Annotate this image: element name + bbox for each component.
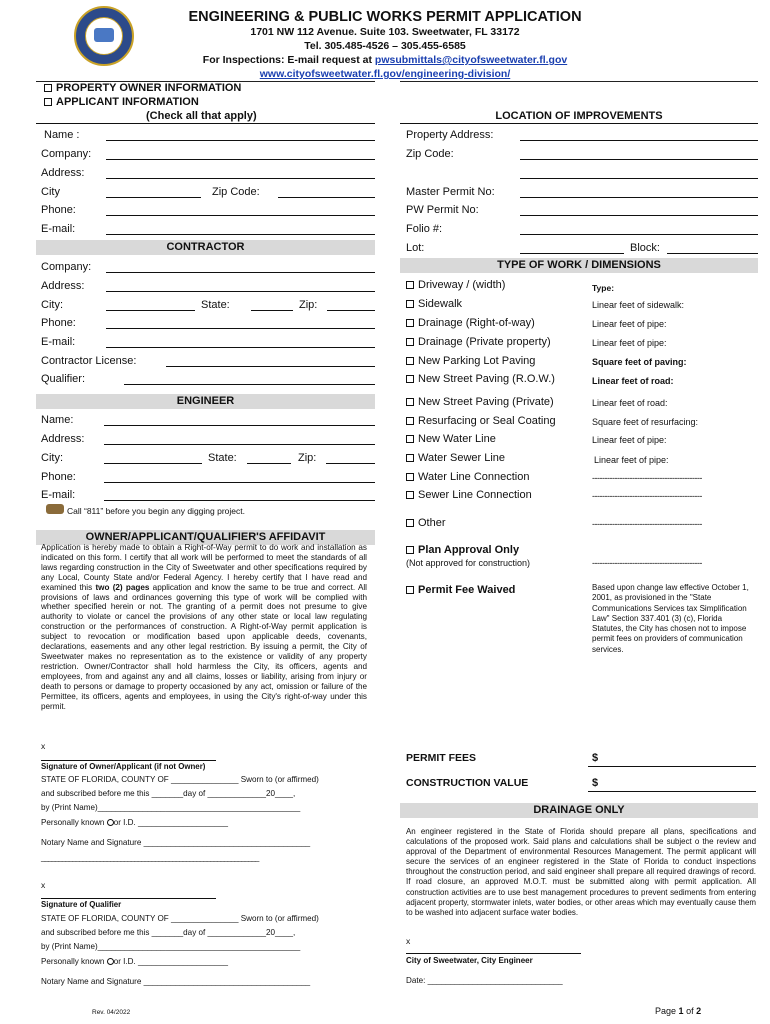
owner-signature-label: Signature of Owner/Applicant (if not Owner) xyxy=(41,762,206,771)
applicant-info-option[interactable] xyxy=(44,96,199,108)
qualifier-subscribed-line: and subscribed before me this _______day of _____________20____, xyxy=(41,928,296,937)
property-address-label: Property Address: xyxy=(406,129,494,141)
engineer-zip-field[interactable] xyxy=(326,463,375,464)
work-item-water-connection[interactable] xyxy=(406,471,530,483)
fee-waived-label: Permit Fee Waived xyxy=(418,584,516,596)
engineer-sig-x: x xyxy=(406,936,411,946)
work-item-label: New Street Paving (Private) xyxy=(418,396,554,408)
drainage-header: DRAINAGE ONLY xyxy=(400,803,758,818)
work-item-label: Drainage (Private property) xyxy=(418,336,551,348)
property-address-field[interactable] xyxy=(520,140,758,141)
owner-company-field[interactable] xyxy=(106,159,375,160)
affidavit-text-a: Application is hereby made to obtain a Right-of-Way permit to do work and installation as indicated on this form. I certify that all work will be performed to meet the standards of all laws regarding construction in the City of Sweetwater and other specifications required by any Local, County State and/or Federal Agency. I hereby certify that I have read and examined this xyxy=(41,543,367,592)
qualifier-notary-line: Notary Name and Signature _____________________________________ xyxy=(41,977,311,986)
plan-approval-note: (Not approved for construction) xyxy=(406,558,531,568)
page-number xyxy=(655,1006,701,1016)
page-of: of xyxy=(686,1006,694,1016)
work-item-label: Water Sewer Line xyxy=(418,452,506,464)
work-item-water-line[interactable] xyxy=(406,433,496,445)
work-item-other[interactable] xyxy=(406,517,446,529)
contractor-qualifier-field[interactable] xyxy=(124,384,375,385)
affidavit-header: OWNER/APPLICANT/QUALIFIER'S AFFIDAVIT xyxy=(36,530,375,545)
work-item-street-row[interactable] xyxy=(406,373,555,385)
checkbox-icon[interactable] xyxy=(406,357,414,365)
permit-fees-label: PERMIT FEES xyxy=(406,752,477,764)
contractor-address-field[interactable] xyxy=(106,291,375,292)
permit-fees-dollar: $ xyxy=(592,752,599,764)
contractor-city-field[interactable] xyxy=(106,310,195,311)
engineer-state-label: State: xyxy=(208,452,237,464)
qualifier-state-line: STATE OF FLORIDA, COUNTY OF _______________ Sworn to (or affirmed) xyxy=(41,914,319,923)
owner-zip-field[interactable] xyxy=(278,197,375,198)
affidavit-text-bold: two (2) pages xyxy=(95,582,150,592)
owner-phone-label: Phone: xyxy=(41,204,76,216)
checkbox-icon[interactable] xyxy=(44,98,52,106)
website-link[interactable]: www.cityofsweetwater.fl.gov/engineering-division/ xyxy=(259,68,511,80)
work-item-label: Sewer Line Connection xyxy=(418,489,532,501)
inspections-prefix: For Inspections: E-mail request at xyxy=(202,54,372,66)
work-desc-sewer-line: Linear feet of pipe: xyxy=(594,455,669,465)
contractor-zip-field[interactable] xyxy=(327,310,375,311)
divider xyxy=(36,123,375,124)
work-desc-street-row: Linear feet of road: xyxy=(592,376,674,386)
owner-info-option[interactable] xyxy=(44,82,241,94)
location-header: LOCATION OF IMPROVEMENTS xyxy=(495,110,663,122)
checkbox-icon[interactable] xyxy=(406,586,414,594)
fee-waived-option[interactable] xyxy=(406,584,515,596)
work-desc-other: -------------------------------------------- xyxy=(592,519,702,529)
contractor-phone-label: Phone: xyxy=(41,317,76,329)
inspections-line xyxy=(0,54,770,66)
owner-print-line: by (Print Name)_____________________________________________ xyxy=(41,803,301,812)
location-extra-field[interactable] xyxy=(520,178,758,179)
revision-label: Rev. 04/2022 xyxy=(92,1009,131,1016)
owner-address-label: Address: xyxy=(41,167,85,179)
work-item-parking-lot[interactable] xyxy=(406,355,535,367)
date-line: Date: ______________________________ xyxy=(406,976,563,985)
contractor-state-field[interactable] xyxy=(251,310,293,311)
owner-email-field[interactable] xyxy=(106,234,375,235)
owner-id-label: or I.D. ____________________ xyxy=(113,818,228,827)
contractor-section-header: CONTRACTOR xyxy=(36,240,375,255)
checkbox-icon[interactable] xyxy=(406,417,414,425)
qualifier-print-line: by (Print Name)_____________________________________________ xyxy=(41,942,301,951)
owner-signature-field[interactable] xyxy=(41,760,216,761)
shovel-icon xyxy=(46,504,64,514)
owner-phone-field[interactable] xyxy=(106,215,375,216)
engineer-zip-label: Zip: xyxy=(298,452,317,464)
contractor-company-label: Company: xyxy=(41,261,92,273)
work-item-drainage-row[interactable] xyxy=(406,317,535,329)
engineer-city-field[interactable] xyxy=(104,463,202,464)
owner-sig-x: x xyxy=(41,741,46,751)
construction-value-dollar: $ xyxy=(592,777,599,789)
master-permit-label: Master Permit No: xyxy=(406,186,495,198)
contractor-address-label: Address: xyxy=(41,280,85,292)
work-item-sewer-connection[interactable] xyxy=(406,489,532,501)
owner-zip-label: Zip Code: xyxy=(212,186,260,198)
work-item-label: New Street Paving (R.O.W.) xyxy=(418,373,555,385)
contractor-city-label: City: xyxy=(41,299,63,311)
work-desc-water-line: Linear feet of pipe: xyxy=(592,435,667,445)
checkbox-icon[interactable] xyxy=(406,519,414,527)
owner-known-label: Personally known xyxy=(41,818,105,827)
block-field[interactable] xyxy=(667,253,758,254)
contractor-qualifier-label: Qualifier: xyxy=(41,373,86,385)
owner-company-label: Company: xyxy=(41,148,92,160)
work-item-label: Drainage (Right-of-way) xyxy=(418,317,535,329)
owner-email-label: E-mail: xyxy=(41,223,76,235)
owner-name-label: Name : xyxy=(44,129,80,141)
qualifier-sig-x: x xyxy=(41,880,46,890)
engineer-name-field[interactable] xyxy=(104,425,375,426)
work-desc-sidewalk: Linear feet of sidewalk: xyxy=(592,300,685,310)
lot-label: Lot: xyxy=(406,242,425,254)
pw-permit-label: PW Permit No: xyxy=(406,204,479,216)
work-item-label: Water Line Connection xyxy=(418,471,530,483)
checkbox-icon[interactable] xyxy=(406,473,414,481)
type-header: Type: xyxy=(592,283,615,293)
engineer-phone-field[interactable] xyxy=(104,482,375,483)
contractor-license-label: Contractor License: xyxy=(41,355,137,367)
checkbox-icon[interactable] xyxy=(406,300,414,308)
work-desc-drainage-private: Linear feet of pipe: xyxy=(592,338,667,348)
work-item-driveway[interactable] xyxy=(406,279,505,291)
affidavit-text-b: application and know the same to be true and correct. All provisions of laws and ordinances governing this type of work will be complied with whether specified herein or not. The granting of a permit does not presume to give authority to violate or cancel the provisions of any other state or local law regulating construction or the performances of construction. A Right-of-Way permit application is subject to revocation or modification based upon applicable deeds, covenants, declarations, easements and any other legal restriction. By issuing a permit, the City of Sweetwater makes no representation as to the existence or validity of any property restriction. Owner/Contractor shall hold harmless the City, its officers, agents and employees, from and against any and all claims, losses or liability, arising from injury or death to persons or damage to property occasioned by any act, omission or failure of the Permittee, its officers, agents and employees, in using the City's right-of-way under this permit. xyxy=(41,582,367,711)
lot-field[interactable] xyxy=(520,253,624,254)
folio-field[interactable] xyxy=(520,234,758,235)
office-address: 1701 NW 112 Avenue. Suite 103. Sweetwater, FL 33172 xyxy=(250,26,520,38)
work-item-sidewalk[interactable] xyxy=(406,298,462,310)
divider xyxy=(400,123,758,124)
folio-label: Folio #: xyxy=(406,223,443,235)
contractor-zip-label: Zip: xyxy=(299,299,318,311)
owner-city-field[interactable] xyxy=(106,197,201,198)
page-current: 1 xyxy=(678,1006,684,1016)
qualifier-known-label: Personally known xyxy=(41,957,105,966)
work-desc-resurfacing: Square feet of resurfacing: xyxy=(592,417,699,427)
owner-notary-extra-line: _______________________________________________________________ xyxy=(41,853,259,862)
applicant-option-label: APPLICANT INFORMATION xyxy=(56,96,199,108)
owner-notary-line: Notary Name and Signature _____________________________________ xyxy=(41,838,311,847)
radio-icon[interactable] xyxy=(107,819,114,826)
work-item-resurfacing[interactable] xyxy=(406,415,556,427)
checkbox-icon[interactable] xyxy=(406,281,414,289)
engineer-name-label: Name: xyxy=(41,414,74,426)
contractor-phone-field[interactable] xyxy=(106,328,375,329)
qualifier-signature-label: Signature of Qualifier xyxy=(41,900,122,909)
checkbox-icon[interactable] xyxy=(406,491,414,499)
owner-state-line: STATE OF FLORIDA, COUNTY OF _______________ Sworn to (or affirmed) xyxy=(41,775,319,784)
work-desc-drainage-row: Linear feet of pipe: xyxy=(592,319,667,329)
checkbox-icon[interactable] xyxy=(406,398,414,406)
work-section-header: TYPE OF WORK / DIMENSIONS xyxy=(400,258,758,273)
location-zip-label: Zip Code: xyxy=(406,148,454,160)
contractor-email-label: E-mail: xyxy=(41,336,76,348)
work-desc-water-connection: -------------------------------------------- xyxy=(592,473,702,483)
owner-known-line xyxy=(41,818,228,827)
qualifier-id-label: or I.D. ____________________ xyxy=(113,957,228,966)
plan-approval-label: Plan Approval Only xyxy=(418,544,520,556)
check-all-note: (Check all that apply) xyxy=(146,110,257,122)
work-desc-parking-lot: Square feet of paving: xyxy=(592,357,687,367)
office-phone: Tel. 305.485-4526 – 305.455-6585 xyxy=(304,40,466,52)
pw-permit-field[interactable] xyxy=(520,215,758,216)
website-line xyxy=(0,68,770,80)
work-item-label: New Parking Lot Paving xyxy=(418,355,536,367)
page-total: 2 xyxy=(696,1006,702,1016)
work-item-street-private[interactable] xyxy=(406,396,554,408)
owner-option-label: PROPERTY OWNER INFORMATION xyxy=(56,82,242,94)
checkbox-icon[interactable] xyxy=(406,435,414,443)
plan-approval-option[interactable] xyxy=(406,544,519,556)
work-desc-sewer-connection: -------------------------------------------- xyxy=(592,491,702,501)
engineer-address-label: Address: xyxy=(41,433,85,445)
engineer-phone-label: Phone: xyxy=(41,471,76,483)
fee-waived-note: Based upon change law effective October 1, 2001, as provisioned in the "State Communications Services tax Simplification Law" Section 337.401 (3) (c), Florida Statutes, the City has chosen not to impose permit fees on providers of communication services. xyxy=(592,583,749,654)
qualifier-known-line xyxy=(41,957,228,966)
divider xyxy=(400,81,758,82)
work-item-label: New Water Line xyxy=(418,433,496,445)
location-zip-field[interactable] xyxy=(520,159,758,160)
affidavit-text xyxy=(41,543,367,711)
city-engineer-label: City of Sweetwater, City Engineer xyxy=(406,956,533,965)
drainage-text: An engineer registered in the State of Florida should prepare all plans, specifications and calculations of the proposed work. Said plans and calculations shall be subject o the review and approval of the Department of environmental Resources Management. The permit applicant will secure the services of an engineer registered in the State of Florida to conduct inspections throughout the construction period, and said engineer shall prepare all required drawings of record. If road closure, an approved M.O.T. must be submitted along with permit application. All construction activities are to use best management procedures to prevent sediments from entering adjacent property, stormwater inlets, water bodies, or other areas which may eventually cause them to be washed into adjacent surface water bodies. xyxy=(406,827,756,917)
construction-value-field[interactable] xyxy=(588,791,756,792)
work-desc-street-private: Linear feet of road: xyxy=(592,398,668,408)
contractor-company-field[interactable] xyxy=(106,272,375,273)
plan-approval-dashes: -------------------------------------------- xyxy=(592,558,702,568)
city-engineer-signature-field[interactable] xyxy=(406,953,581,954)
checkbox-icon[interactable] xyxy=(406,546,414,554)
work-item-label: Sidewalk xyxy=(418,298,463,310)
owner-address-field[interactable] xyxy=(106,178,375,179)
call-811-note: Call “811” before you begin any digging project. xyxy=(67,506,245,516)
work-item-label: Resurfacing or Seal Coating xyxy=(418,415,556,427)
checkbox-icon[interactable] xyxy=(406,454,414,462)
block-label: Block: xyxy=(630,242,660,254)
work-item-label: Driveway / (width) xyxy=(418,279,506,291)
checkbox-icon[interactable] xyxy=(44,84,52,92)
radio-icon[interactable] xyxy=(107,958,114,965)
engineer-email-field[interactable] xyxy=(104,500,375,501)
work-item-sewer-line[interactable] xyxy=(406,452,505,464)
engineer-state-field[interactable] xyxy=(247,463,291,464)
permit-fees-field[interactable] xyxy=(588,766,756,767)
owner-name-field[interactable] xyxy=(106,140,375,141)
contractor-state-label: State: xyxy=(201,299,230,311)
checkbox-icon[interactable] xyxy=(406,319,414,327)
construction-value-label: CONSTRUCTION VALUE xyxy=(406,777,529,789)
contractor-email-field[interactable] xyxy=(106,347,375,348)
checkbox-icon[interactable] xyxy=(406,338,414,346)
qualifier-signature-field[interactable] xyxy=(41,898,216,899)
page-title: ENGINEERING & PUBLIC WORKS PERMIT APPLICATION xyxy=(188,9,582,25)
checkbox-icon[interactable] xyxy=(406,375,414,383)
engineer-city-label: City: xyxy=(41,452,63,464)
contractor-license-field[interactable] xyxy=(166,366,375,367)
engineer-address-field[interactable] xyxy=(104,444,375,445)
inspections-email-link[interactable]: pwsubmittals@cityofsweetwater.fl.gov xyxy=(374,54,568,66)
page-prefix: Page xyxy=(655,1006,677,1016)
owner-city-label: City xyxy=(41,186,60,198)
engineer-section-header: ENGINEER xyxy=(36,394,375,409)
master-permit-field[interactable] xyxy=(520,197,758,198)
owner-subscribed-line: and subscribed before me this _______day of _____________20____, xyxy=(41,789,296,798)
work-item-label: Other xyxy=(418,517,446,529)
work-item-drainage-private[interactable] xyxy=(406,336,551,348)
engineer-email-label: E-mail: xyxy=(41,489,76,501)
